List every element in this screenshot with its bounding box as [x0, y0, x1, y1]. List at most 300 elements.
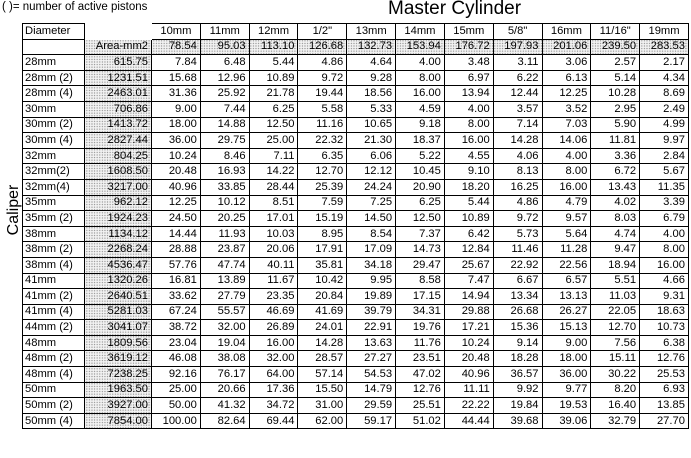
table-row	[23, 382, 689, 398]
area-label: Area-mm2	[85, 39, 152, 55]
ratio-cell: 16.00	[640, 257, 689, 273]
ratio-cell: 34.18	[347, 257, 396, 273]
ratio-cell: 39.68	[493, 413, 542, 429]
ratio-cell: 8.95	[298, 226, 347, 242]
header-row	[23, 24, 689, 40]
ratio-cell: 2.84	[640, 148, 689, 164]
caliper-area-cell: 2268.24	[85, 242, 152, 258]
ratio-cell: 5.73	[493, 226, 542, 242]
ratio-cell: 8.20	[591, 382, 640, 398]
table-row	[23, 257, 689, 273]
ratio-cell: 15.36	[493, 320, 542, 336]
caliper-label: 28mm (4)	[23, 86, 85, 102]
ratio-cell: 6.06	[347, 148, 396, 164]
table-row	[23, 335, 689, 351]
ratio-cell: 4.64	[347, 55, 396, 71]
ratio-cell: 34.31	[396, 304, 445, 320]
ratio-cell: 8.03	[591, 211, 640, 227]
column-area-cell: 239.50	[591, 39, 640, 55]
caliper-label: 50mm (2)	[23, 398, 85, 414]
ratio-cell: 4.59	[396, 101, 445, 117]
column-header: 15mm	[444, 24, 493, 40]
table-row	[23, 101, 689, 117]
ratio-cell: 10.03	[249, 226, 298, 242]
ratio-cell: 15.13	[542, 320, 591, 336]
ratio-cell: 11.46	[493, 242, 542, 258]
ratio-cell: 19.76	[396, 320, 445, 336]
caliper-area-cell: 962.12	[85, 195, 152, 211]
ratio-cell: 10.28	[591, 86, 640, 102]
empty-header-cell	[85, 24, 152, 40]
ratio-cell: 6.35	[298, 148, 347, 164]
caliper-area-cell: 1809.56	[85, 335, 152, 351]
ratio-cell: 10.24	[444, 335, 493, 351]
ratio-cell: 17.01	[249, 211, 298, 227]
ratio-cell: 11.03	[591, 289, 640, 305]
ratio-cell: 26.89	[249, 320, 298, 336]
ratio-cell: 2.95	[591, 101, 640, 117]
ratio-cell: 11.28	[542, 242, 591, 258]
ratio-cell: 8.13	[493, 164, 542, 180]
caliper-label: 35mm (2)	[23, 211, 85, 227]
ratio-cell: 12.70	[591, 320, 640, 336]
ratio-cell: 5.58	[298, 101, 347, 117]
ratio-cell: 12.70	[298, 164, 347, 180]
ratio-cell: 4.86	[493, 195, 542, 211]
ratio-cell: 12.50	[396, 211, 445, 227]
ratio-cell: 8.00	[444, 117, 493, 133]
table-row	[23, 351, 689, 367]
table-row	[23, 304, 689, 320]
ratio-cell: 19.89	[347, 289, 396, 305]
ratio-cell: 23.87	[200, 242, 249, 258]
ratio-cell: 20.06	[249, 242, 298, 258]
caliper-label: 41mm (2)	[23, 289, 85, 305]
ratio-cell: 7.14	[493, 117, 542, 133]
ratio-cell: 24.24	[347, 179, 396, 195]
ratio-cell: 4.79	[542, 195, 591, 211]
table-row	[23, 195, 689, 211]
column-area-cell: 197.93	[493, 39, 542, 55]
ratio-cell: 3.57	[493, 101, 542, 117]
caliper-label: 38mm (2)	[23, 242, 85, 258]
ratio-cell: 7.03	[542, 117, 591, 133]
caliper-area-cell: 7238.25	[85, 367, 152, 383]
caliper-area-cell: 804.25	[85, 148, 152, 164]
ratio-cell: 7.44	[200, 101, 249, 117]
ratio-cell: 10.73	[640, 320, 689, 336]
ratio-cell: 11.76	[396, 335, 445, 351]
column-area-cell: 283.53	[640, 39, 689, 55]
ratio-cell: 13.34	[493, 289, 542, 305]
ratio-cell: 12.44	[493, 86, 542, 102]
ratio-cell: 20.84	[298, 289, 347, 305]
ratio-cell: 9.18	[396, 117, 445, 133]
ratio-cell: 2.49	[640, 101, 689, 117]
caliper-area-cell: 3619.12	[85, 351, 152, 367]
caliper-area-cell: 1413.72	[85, 117, 152, 133]
ratio-cell: 10.45	[396, 164, 445, 180]
ratio-cell: 4.86	[298, 55, 347, 71]
ratio-cell: 18.56	[347, 86, 396, 102]
ratio-cell: 11.35	[640, 179, 689, 195]
caliper-area-cell: 7854.00	[85, 413, 152, 429]
ratio-cell: 12.25	[542, 86, 591, 102]
ratio-cell: 15.19	[298, 211, 347, 227]
ratio-cell: 13.13	[542, 289, 591, 305]
ratio-cell: 30.22	[591, 367, 640, 383]
ratio-cell: 12.12	[347, 164, 396, 180]
column-header: 14mm	[396, 24, 445, 40]
caliper-label: 50mm	[23, 382, 85, 398]
ratio-cell: 27.27	[347, 351, 396, 367]
caliper-label: 32mm(4)	[23, 179, 85, 195]
ratio-cell: 9.72	[493, 211, 542, 227]
ratio-cell: 40.96	[444, 367, 493, 383]
ratio-cell: 15.11	[591, 351, 640, 367]
caliper-area-cell: 3217.00	[85, 179, 152, 195]
ratio-cell: 3.48	[444, 55, 493, 71]
ratio-cell: 21.30	[347, 133, 396, 149]
table-row	[23, 55, 689, 71]
ratio-cell: 14.44	[152, 226, 201, 242]
ratio-cell: 34.72	[249, 398, 298, 414]
ratio-cell: 10.65	[347, 117, 396, 133]
ratio-cell: 25.92	[200, 86, 249, 102]
ratio-cell: 16.00	[396, 86, 445, 102]
ratio-cell: 18.00	[542, 351, 591, 367]
ratio-cell: 17.91	[298, 242, 347, 258]
ratio-cell: 36.00	[542, 367, 591, 383]
ratio-cell: 4.34	[640, 70, 689, 86]
ratio-cell: 6.79	[640, 211, 689, 227]
ratio-cell: 14.06	[542, 133, 591, 149]
caliper-area-cell: 706.86	[85, 101, 152, 117]
ratio-cell: 6.42	[444, 226, 493, 242]
ratio-cell: 76.17	[200, 367, 249, 383]
ratio-cell: 9.28	[347, 70, 396, 86]
ratio-cell: 25.53	[640, 367, 689, 383]
ratio-cell: 4.66	[640, 273, 689, 289]
ratio-cell: 17.36	[249, 382, 298, 398]
ratio-cell: 47.02	[396, 367, 445, 383]
ratio-cell: 18.63	[640, 304, 689, 320]
ratio-cell: 32.00	[200, 320, 249, 336]
table-row	[23, 273, 689, 289]
ratio-cell: 6.48	[200, 55, 249, 71]
ratio-cell: 21.78	[249, 86, 298, 102]
ratio-cell: 18.28	[493, 351, 542, 367]
ratio-cell: 62.00	[298, 413, 347, 429]
ratio-cell: 28.88	[152, 242, 201, 258]
ratio-cell: 14.88	[200, 117, 249, 133]
ratio-cell: 9.47	[591, 242, 640, 258]
column-header: 12mm	[249, 24, 298, 40]
ratio-cell: 8.46	[200, 148, 249, 164]
ratio-cell: 13.43	[591, 179, 640, 195]
caliper-area-cell: 2827.44	[85, 133, 152, 149]
ratio-cell: 13.85	[640, 398, 689, 414]
ratio-cell: 16.81	[152, 273, 201, 289]
caliper-area-cell: 4536.47	[85, 257, 152, 273]
column-area-cell: 153.94	[396, 39, 445, 55]
ratio-cell: 7.25	[347, 195, 396, 211]
ratio-cell: 33.85	[200, 179, 249, 195]
ratio-cell: 8.51	[249, 195, 298, 211]
ratio-cell: 12.84	[444, 242, 493, 258]
ratio-cell: 12.76	[640, 351, 689, 367]
ratio-cell: 10.42	[298, 273, 347, 289]
ratio-cell: 17.15	[396, 289, 445, 305]
diameter-header: Diameter	[23, 24, 85, 40]
ratio-cell: 5.44	[249, 55, 298, 71]
ratio-cell: 57.76	[152, 257, 201, 273]
ratio-cell: 6.97	[444, 70, 493, 86]
table-row	[23, 289, 689, 305]
column-header: 13mm	[347, 24, 396, 40]
ratio-cell: 7.11	[249, 148, 298, 164]
ratio-cell: 17.21	[444, 320, 493, 336]
ratio-cell: 23.51	[396, 351, 445, 367]
ratio-cell: 2.17	[640, 55, 689, 71]
column-area-cell: 126.68	[298, 39, 347, 55]
ratio-cell: 4.00	[444, 101, 493, 117]
ratio-table	[22, 23, 689, 429]
ratio-cell: 19.53	[542, 398, 591, 414]
ratio-cell: 7.37	[396, 226, 445, 242]
ratio-cell: 50.00	[152, 398, 201, 414]
caliper-area-cell: 3927.00	[85, 398, 152, 414]
ratio-cell: 5.14	[591, 70, 640, 86]
ratio-cell: 25.00	[152, 382, 201, 398]
ratio-cell: 29.88	[444, 304, 493, 320]
ratio-cell: 20.66	[200, 382, 249, 398]
ratio-cell: 31.36	[152, 86, 201, 102]
column-area-cell: 132.73	[347, 39, 396, 55]
ratio-cell: 20.48	[444, 351, 493, 367]
ratio-cell: 13.63	[347, 335, 396, 351]
table-row	[23, 133, 689, 149]
ratio-cell: 5.90	[591, 117, 640, 133]
ratio-cell: 9.14	[493, 335, 542, 351]
ratio-cell: 12.96	[200, 70, 249, 86]
ratio-cell: 64.00	[249, 367, 298, 383]
ratio-cell: 22.92	[493, 257, 542, 273]
caliper-area-cell: 5281.03	[85, 304, 152, 320]
ratio-cell: 12.50	[249, 117, 298, 133]
ratio-cell: 25.67	[444, 257, 493, 273]
table-body	[23, 24, 689, 429]
ratio-cell: 40.96	[152, 179, 201, 195]
ratio-cell: 17.09	[347, 242, 396, 258]
ratio-cell: 22.91	[347, 320, 396, 336]
empty-row-label	[23, 39, 85, 55]
column-header: 16mm	[542, 24, 591, 40]
ratio-cell: 4.55	[444, 148, 493, 164]
ratio-cell: 3.06	[542, 55, 591, 71]
ratio-cell: 6.22	[493, 70, 542, 86]
caliper-area-cell: 2463.01	[85, 86, 152, 102]
ratio-cell: 11.11	[444, 382, 493, 398]
caliper-label: 30mm	[23, 101, 85, 117]
ratio-cell: 25.39	[298, 179, 347, 195]
column-area-cell: 201.06	[542, 39, 591, 55]
ratio-cell: 4.00	[396, 55, 445, 71]
ratio-cell: 4.02	[591, 195, 640, 211]
ratio-cell: 19.44	[298, 86, 347, 102]
ratio-cell: 22.05	[591, 304, 640, 320]
caliper-label: 28mm (2)	[23, 70, 85, 86]
ratio-cell: 18.37	[396, 133, 445, 149]
ratio-cell: 46.69	[249, 304, 298, 320]
ratio-cell: 25.00	[249, 133, 298, 149]
caliper-area-cell: 3041.07	[85, 320, 152, 336]
ratio-cell: 28.57	[298, 351, 347, 367]
caliper-label: 30mm (2)	[23, 117, 85, 133]
ratio-cell: 35.81	[298, 257, 347, 273]
ratio-cell: 6.38	[640, 335, 689, 351]
ratio-cell: 10.12	[200, 195, 249, 211]
ratio-cell: 20.25	[200, 211, 249, 227]
caliper-label: 50mm (4)	[23, 413, 85, 429]
caliper-label: 38mm (4)	[23, 257, 85, 273]
ratio-cell: 11.93	[200, 226, 249, 242]
ratio-cell: 5.33	[347, 101, 396, 117]
ratio-cell: 36.00	[152, 133, 201, 149]
ratio-cell: 8.54	[347, 226, 396, 242]
ratio-cell: 27.70	[640, 413, 689, 429]
ratio-cell: 5.22	[396, 148, 445, 164]
ratio-cell: 41.32	[200, 398, 249, 414]
column-header: 11/16"	[591, 24, 640, 40]
ratio-cell: 8.58	[396, 273, 445, 289]
ratio-cell: 9.72	[298, 70, 347, 86]
column-area-cell: 113.10	[249, 39, 298, 55]
ratio-cell: 31.00	[298, 398, 347, 414]
ratio-cell: 6.93	[640, 382, 689, 398]
caliper-label: 35mm	[23, 195, 85, 211]
ratio-cell: 6.57	[542, 273, 591, 289]
column-header: 11mm	[200, 24, 249, 40]
ratio-cell: 22.32	[298, 133, 347, 149]
ratio-cell: 4.06	[493, 148, 542, 164]
column-header: 10mm	[152, 24, 201, 40]
caliper-label: 32mm	[23, 148, 85, 164]
master-cylinder-title: Master Cylinder	[388, 0, 522, 19]
ratio-cell: 27.79	[200, 289, 249, 305]
caliper-area-cell: 1608.50	[85, 164, 152, 180]
ratio-cell: 25.51	[396, 398, 445, 414]
ratio-cell: 10.89	[249, 70, 298, 86]
ratio-cell: 41.69	[298, 304, 347, 320]
caliper-label: 48mm	[23, 335, 85, 351]
column-header: 1/2"	[298, 24, 347, 40]
ratio-cell: 15.68	[152, 70, 201, 86]
caliper-label: 28mm	[23, 55, 85, 71]
ratio-cell: 29.75	[200, 133, 249, 149]
ratio-cell: 3.52	[542, 101, 591, 117]
ratio-cell: 11.81	[591, 133, 640, 149]
ratio-cell: 11.67	[249, 273, 298, 289]
ratio-cell: 24.01	[298, 320, 347, 336]
ratio-cell: 10.89	[444, 211, 493, 227]
ratio-cell: 14.79	[347, 382, 396, 398]
caliper-area-cell: 1231.51	[85, 70, 152, 86]
column-area-cell: 78.54	[152, 39, 201, 55]
table-row	[23, 413, 689, 429]
ratio-cell: 10.24	[152, 148, 201, 164]
ratio-cell: 13.94	[444, 86, 493, 102]
table-row	[23, 242, 689, 258]
ratio-cell: 7.59	[298, 195, 347, 211]
ratio-cell: 9.31	[640, 289, 689, 305]
ratio-cell: 8.69	[640, 86, 689, 102]
ratio-cell: 2.57	[591, 55, 640, 71]
ratio-cell: 18.20	[444, 179, 493, 195]
column-area-cell: 176.72	[444, 39, 493, 55]
caliper-axis-label: Caliper	[5, 184, 22, 236]
pistons-note: ( )= number of active pistons	[2, 1, 148, 13]
ratio-cell: 9.00	[152, 101, 201, 117]
ratio-cell: 47.74	[200, 257, 249, 273]
ratio-cell: 4.99	[640, 117, 689, 133]
ratio-cell: 12.76	[396, 382, 445, 398]
ratio-cell: 19.04	[200, 335, 249, 351]
ratio-cell: 36.57	[493, 367, 542, 383]
ratio-cell: 67.24	[152, 304, 201, 320]
ratio-cell: 20.90	[396, 179, 445, 195]
ratio-cell: 16.93	[200, 164, 249, 180]
ratio-cell: 5.44	[444, 195, 493, 211]
ratio-cell: 57.14	[298, 367, 347, 383]
ratio-cell: 23.35	[249, 289, 298, 305]
ratio-cell: 28.44	[249, 179, 298, 195]
ratio-cell: 12.25	[152, 195, 201, 211]
ratio-cell: 24.50	[152, 211, 201, 227]
caliper-label: 41mm	[23, 273, 85, 289]
ratio-cell: 9.00	[542, 335, 591, 351]
caliper-area-cell: 1924.23	[85, 211, 152, 227]
ratio-cell: 4.74	[591, 226, 640, 242]
table-row	[23, 367, 689, 383]
column-header: 19mm	[640, 24, 689, 40]
ratio-cell: 5.51	[591, 273, 640, 289]
ratio-cell: 6.72	[591, 164, 640, 180]
ratio-cell: 16.25	[493, 179, 542, 195]
caliper-label: 48mm (4)	[23, 367, 85, 383]
ratio-cell: 6.67	[493, 273, 542, 289]
ratio-cell: 6.25	[249, 101, 298, 117]
ratio-cell: 14.50	[347, 211, 396, 227]
table-row	[23, 398, 689, 414]
ratio-cell: 32.00	[249, 351, 298, 367]
ratio-cell: 16.00	[249, 335, 298, 351]
ratio-cell: 100.00	[152, 413, 201, 429]
ratio-cell: 11.16	[298, 117, 347, 133]
ratio-cell: 19.84	[493, 398, 542, 414]
ratio-cell: 23.04	[152, 335, 201, 351]
ratio-cell: 82.64	[200, 413, 249, 429]
ratio-cell: 6.13	[542, 70, 591, 86]
ratio-cell: 9.97	[640, 133, 689, 149]
ratio-cell: 16.40	[591, 398, 640, 414]
caliper-area-cell: 1134.12	[85, 226, 152, 242]
ratio-cell: 5.64	[542, 226, 591, 242]
ratio-cell: 3.39	[640, 195, 689, 211]
ratio-cell: 9.77	[542, 382, 591, 398]
caliper-area-cell: 1320.26	[85, 273, 152, 289]
column-header: 5/8"	[493, 24, 542, 40]
